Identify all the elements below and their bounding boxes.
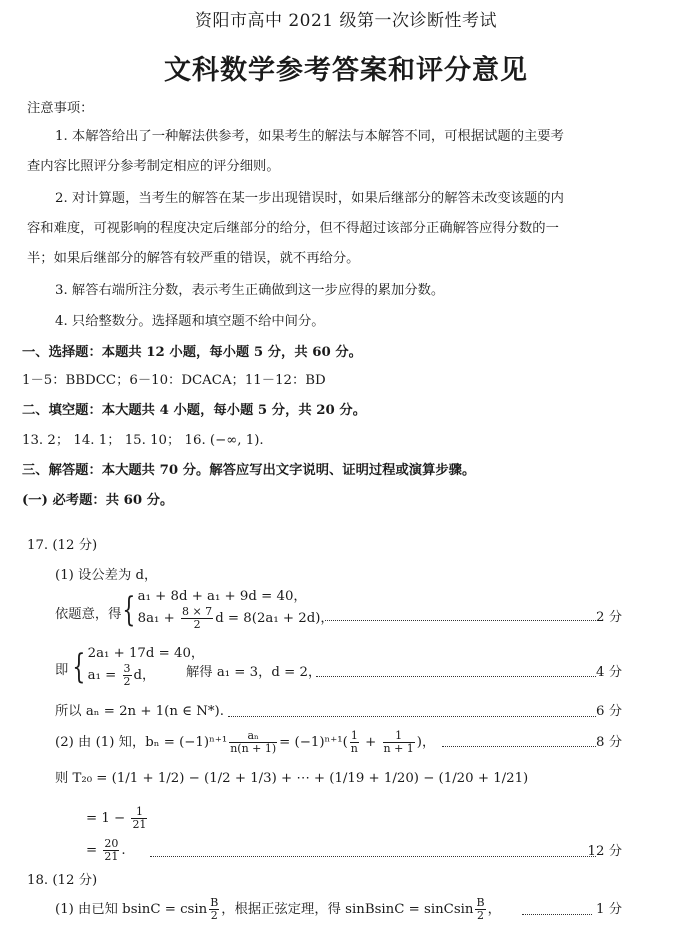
brace-icon: { xyxy=(122,589,136,630)
q17-general-term: 所以 aₙ = 2n + 1(n ∈ N*). xyxy=(55,704,224,719)
note-2-line-c: 半；如果后继部分的解答有较严重的错误，就不再给分。 xyxy=(27,251,360,266)
section2-heading: 二、填空题：本大题共 4 小题，每小题 5 分，共 20 分。 xyxy=(22,403,367,418)
section2-answers: 13. 2； 14. 1； 15. 10； 16. (−∞, 1). xyxy=(22,433,264,448)
q17-lead-2: 即 xyxy=(55,663,69,678)
dot-leader xyxy=(522,914,592,915)
q17-sum-result: = $\frac{20}{21}$ . xyxy=(86,837,126,863)
q17-label: 17. (12 分) xyxy=(27,538,98,553)
section1-answers: 1－5：BBDCC；6－10：DCACA；11－12：BD xyxy=(22,373,326,388)
q17-sum-line: 则 T₂₀ = (1/1 + 1/2) − (1/2 + 1/3) + ⋯ + (1/19 + 1/20) − (1/20 + 1/21) xyxy=(55,771,529,786)
q18-part1: (1) 由已知 bsinC = csin $\frac{B}{2}$ ，根据正弦定理，得 sinBsinC = sinCsin $\frac{B}{2}$ ， xyxy=(55,896,501,922)
note-3: 3. 解答右端所注分数，表示考生正确做到这一步应得的累加分数。 xyxy=(55,283,445,298)
q18-label: 18. (12 分) xyxy=(27,873,98,888)
equation-2a: 2a₁ + 17d = 40， xyxy=(87,646,205,661)
note-2-line-b: 容和难度，可视影响的程度决定后继部分的给分，但不得超过该部分正确解答应得分数的一 xyxy=(27,221,559,236)
points-2: 2 分 xyxy=(596,610,622,625)
q17-system1 xyxy=(118,588,334,631)
dot-leader xyxy=(442,746,596,747)
q17-sum-step2: = 1 − $\frac{1}{21}$ xyxy=(86,805,147,831)
equation-2b: a₁ = $\frac{3}{2}$ d， xyxy=(87,662,156,688)
q17-part1-intro: (1) 设公差为 d， xyxy=(55,568,158,583)
dot-leader xyxy=(316,676,596,677)
required-heading: (一) 必考题：共 60 分。 xyxy=(22,493,174,508)
equation-1b: 8a₁ + $\frac{8 \times 7}{2}$ d = 8(2a₁ + 2d)， xyxy=(137,605,334,631)
exam-title: 资阳市高中 2021 级第一次诊断性考试 xyxy=(194,11,498,31)
points-6: 6 分 xyxy=(596,704,622,719)
dot-leader xyxy=(325,620,596,621)
q17-part2: (2) 由 (1) 知，bₙ = (−1)ⁿ⁺¹ $\frac{\text{aₙ}}{n(n + 1)}$ = (−1)ⁿ⁺¹( $\frac{1}{n}$ + $\frac{1}{n + 1}$ )， xyxy=(55,729,436,755)
note-2-line-a: 2. 对计算题，当考生的解答在某一步出现错误时，如果后继部分的解答未改变该题的内 xyxy=(55,191,564,206)
points-8: 8 分 xyxy=(596,735,622,750)
points-1: 1 分 xyxy=(596,902,622,917)
section3-heading: 三、解答题：本大题共 70 分。解答应写出文字说明、证明过程或演算步骤。 xyxy=(22,463,476,478)
document-title: 文科数学参考答案和评分意见 xyxy=(164,55,528,86)
dot-leader xyxy=(228,716,596,717)
dot-leader xyxy=(150,856,596,857)
points-12: 12 分 xyxy=(587,844,622,859)
points-4: 4 分 xyxy=(596,665,622,680)
note-4: 4. 只给整数分。选择题和填空题不给中间分。 xyxy=(55,314,325,329)
q17-lead: 依题意，得 xyxy=(55,607,122,622)
note-1-line-a: 1. 本解答给出了一种解法供参考，如果考生的解法与本解答不同，可根据试题的主要考 xyxy=(55,129,564,144)
brace-icon: { xyxy=(72,646,86,687)
section1-heading: 一、选择题：本题共 12 小题，每小题 5 分，共 60 分。 xyxy=(22,345,362,360)
equation-1a: a₁ + 8d + a₁ + 9d = 40， xyxy=(137,589,307,604)
notes-heading: 注意事项： xyxy=(27,101,94,116)
note-1-line-b: 查内容比照评分参考制定相应的评分细则。 xyxy=(27,159,280,174)
q17-solution: 解得 a₁ = 3，d = 2， xyxy=(186,665,322,680)
q17-system2 xyxy=(68,645,204,688)
